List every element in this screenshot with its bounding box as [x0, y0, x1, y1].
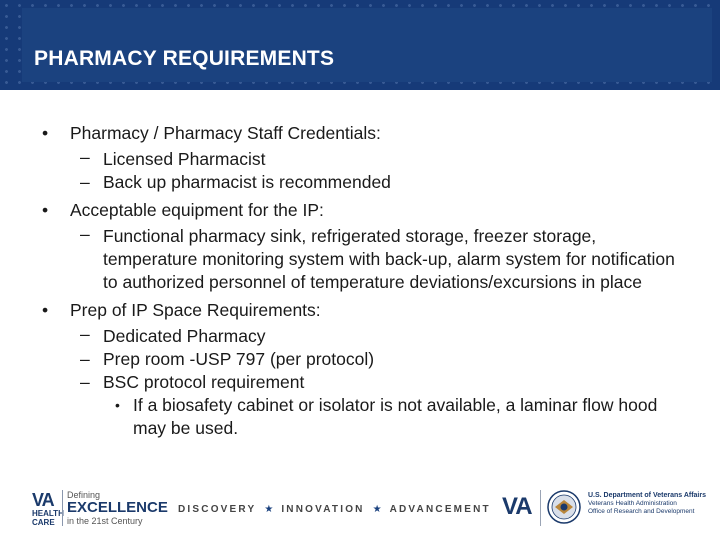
- sub-sub-item: [0, 394, 720, 440]
- bullet-item: [0, 120, 720, 146]
- dash-marker: –: [80, 224, 90, 244]
- excellence-text: EXCELLENCE: [67, 499, 168, 516]
- bullet-label: Pharmacy / Pharmacy Staff Credentials:: [70, 123, 381, 143]
- bullet-marker: •: [42, 200, 49, 220]
- bullet-item: [0, 197, 720, 223]
- star-icon: ★: [372, 504, 382, 515]
- dept-line3: Office of Research and Development: [588, 508, 695, 515]
- bullet-label: Acceptable equipment for the IP:: [70, 200, 324, 220]
- va-logo: VA: [502, 493, 532, 520]
- bullet-item: [0, 297, 720, 323]
- dept-line1: U.S. Department of Veterans Affairs: [588, 492, 706, 499]
- sub-item: [0, 348, 720, 371]
- bullet-marker: •: [42, 300, 49, 320]
- defining-text: Defining: [67, 490, 101, 500]
- va-health-care-logo: [32, 490, 62, 530]
- bullet-label: Prep of IP Space Requirements:: [70, 300, 321, 320]
- sub-item-text: Back up pharmacist is recommended: [103, 172, 391, 192]
- slide-footer: [0, 480, 720, 540]
- slide-content: [0, 120, 720, 440]
- bullet-marker: •: [42, 123, 49, 143]
- dash-marker: –: [80, 172, 90, 192]
- va-logo-line2: CARE: [32, 518, 55, 527]
- dash-marker: –: [80, 324, 90, 344]
- sub-item-text: Dedicated Pharmacy: [103, 326, 266, 346]
- motto-advancement: ADVANCEMENT: [389, 504, 491, 515]
- sub-item-text: Licensed Pharmacist: [103, 149, 266, 169]
- star-icon: ★: [264, 504, 274, 515]
- sub-item: [0, 171, 720, 194]
- dash-marker: –: [80, 147, 90, 167]
- motto-discovery: DISCOVERY: [178, 504, 257, 515]
- sub-item: [0, 223, 720, 294]
- sub-item: [0, 371, 720, 394]
- dash-marker: –: [80, 372, 90, 392]
- dash-marker: –: [80, 349, 90, 369]
- sub-item: [0, 146, 720, 171]
- sub-item: [0, 323, 720, 348]
- dept-text: [588, 492, 706, 516]
- defining-excellence-logo: [62, 490, 168, 526]
- motto: [178, 504, 491, 515]
- sub-sub-item-text: If a biosafety cabinet or isolator is not available, a laminar flow hood may be used.: [133, 395, 658, 438]
- sub-item-text: BSC protocol requirement: [103, 372, 305, 392]
- century-text: in the 21st Century: [67, 516, 143, 526]
- va-logo-line1: HEALTH: [32, 509, 64, 518]
- slide-title: PHARMACY REQUIREMENTS: [34, 47, 335, 70]
- va-seal-icon: [547, 490, 581, 524]
- logo-divider: [540, 490, 541, 526]
- dept-line2: Veterans Health Administration: [588, 500, 677, 507]
- bullet-marker: •: [115, 397, 120, 413]
- sub-item-text: Prep room -USP 797 (per protocol): [103, 349, 375, 369]
- motto-innovation: INNOVATION: [281, 504, 365, 515]
- va-logo-letters: VA: [32, 490, 54, 510]
- sub-item-text: Functional pharmacy sink, refrigerated storage, freezer storage, temperature monitoring system with back-up, alarm system for notification to authorized personnel of temperature deviations/excursions in place: [103, 226, 675, 292]
- slide-header: [0, 0, 720, 90]
